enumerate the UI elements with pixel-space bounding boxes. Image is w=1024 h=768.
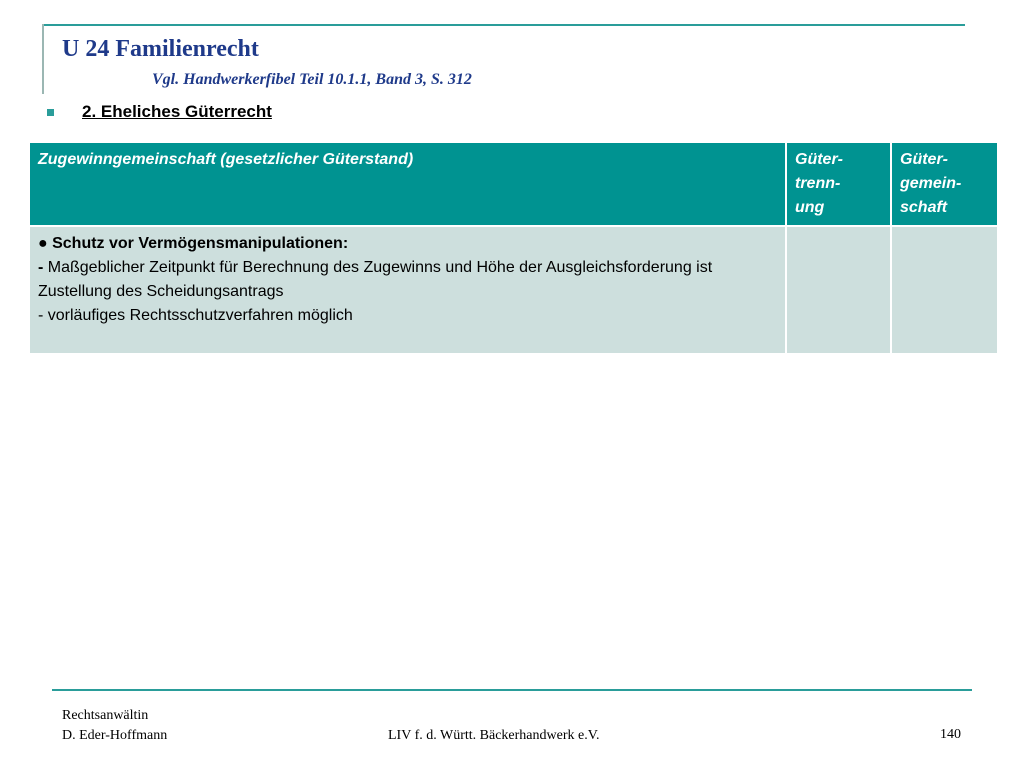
footer-author-title: Rechtsanwältin bbox=[62, 708, 149, 723]
gueterrecht-table bbox=[28, 141, 999, 355]
footer-author-name: D. Eder-Hoffmann bbox=[62, 728, 168, 743]
header-guetergemeinschaft: Güter- gemein- schaft bbox=[891, 142, 998, 226]
header-guetertrennung: Güter- trenn- ung bbox=[786, 142, 891, 226]
footer-divider bbox=[52, 689, 972, 691]
cell-guetertrennung bbox=[786, 226, 891, 354]
bullet-text: 2. Eheliches Güterrecht bbox=[82, 102, 272, 121]
slide-subtitle: Vgl. Handwerkerfibel Teil 10.1.1, Band 3, S. 312 bbox=[152, 71, 472, 88]
square-bullet-icon bbox=[47, 109, 54, 116]
cell-item-1 bbox=[38, 256, 777, 304]
table-row bbox=[29, 226, 998, 354]
left-accent-bar bbox=[42, 24, 44, 94]
cell-item-1-text: Maßgeblicher Zeitpunkt für Berechnung des Zugewinns und Höhe der Ausgleichsforderung ist Zustellung des Scheidungsantrags bbox=[38, 259, 713, 300]
page-number: 140 bbox=[940, 727, 961, 742]
table-header-row bbox=[29, 142, 998, 226]
slide-title: U 24 Familienrecht bbox=[62, 36, 259, 62]
cell-item-1-dash: - bbox=[38, 259, 44, 276]
cell-guetergemeinschaft bbox=[891, 226, 998, 354]
bullet-item bbox=[47, 102, 272, 122]
footer-organization: LIV f. d. Württ. Bäckerhandwerk e.V. bbox=[388, 728, 600, 743]
cell-zugewinngemeinschaft bbox=[29, 226, 786, 354]
cell-item-2: - vorläufiges Rechtsschutzverfahren möglich bbox=[38, 307, 353, 324]
header-zugewinngemeinschaft: Zugewinngemeinschaft (gesetzlicher Güterstand) bbox=[29, 142, 786, 226]
top-divider bbox=[42, 24, 965, 26]
cell-heading: ● Schutz vor Vermögensmanipulationen: bbox=[38, 235, 349, 252]
footer-author bbox=[62, 706, 167, 746]
